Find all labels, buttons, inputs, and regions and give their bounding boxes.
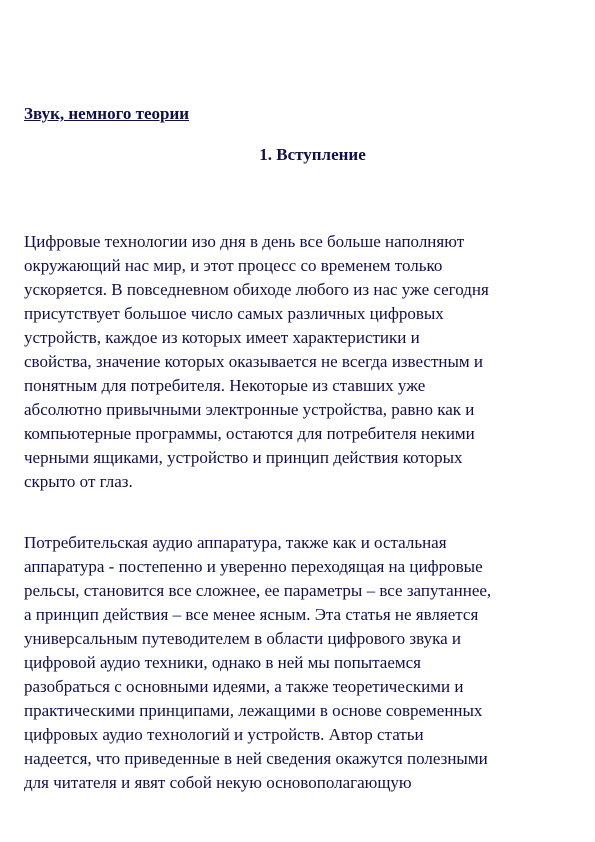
paragraph-line: надеется, что приведенные в ней сведения окажутся полезными — [24, 749, 488, 768]
paragraph-line: Цифровые технологии изо дня в день все больше наполняют — [24, 232, 465, 251]
paragraph-line: а принцип действия – все менее ясным. Эта статья не является — [24, 605, 479, 624]
paragraph-line: практическими принципами, лежащими в основе современных — [24, 701, 483, 720]
paragraph-line: для читателя и явят собой некую основополагающую — [24, 773, 412, 792]
paragraph-line: компьютерные программы, остаются для потребителя некими — [24, 424, 475, 443]
paragraph-line: Потребительская аудио аппаратура, также как и остальная — [24, 533, 447, 552]
paragraph-line: черными ящиками, устройство и принцип действия которых — [24, 448, 463, 467]
document-title: Звук, немного теории — [24, 104, 190, 123]
paragraph-line: скрыто от глаз. — [24, 472, 133, 491]
paragraph-line: присутствует большое число самых различных цифровых — [24, 304, 444, 323]
paragraph-intro — [24, 230, 584, 494]
paragraph-line: цифровых аудио технологий и устройств. Автор статьи — [24, 725, 424, 744]
paragraph-line: ускоряется. В повседневном обиходе любого из нас уже сегодня — [24, 280, 489, 299]
paragraph-line: рельсы, становится все сложнее, ее параметры – все запутаннее, — [24, 581, 492, 600]
paragraph-line: абсолютно привычными электронные устройства, равно как и — [24, 400, 475, 419]
paragraph-line: разобраться с основными идеями, а также теоретическими и — [24, 677, 464, 696]
paragraph-line: окружающий нас мир, и этот процесс со временем только — [24, 256, 443, 275]
paragraph-line: универсальным путеводителем в области цифрового звука и — [24, 629, 461, 648]
paragraph-audio-equipment — [24, 531, 584, 795]
paragraph-line: понятным для потребителя. Некоторые из ставших уже — [24, 376, 426, 395]
paragraph-line: аппаратура - постепенно и уверенно переходящая на цифровые — [24, 557, 483, 576]
paragraph-line: устройств, каждое из которых имеет характеристики и — [24, 328, 420, 347]
section-heading: 1. Вступление — [259, 145, 366, 164]
paragraph-line: свойства, значение которых оказывается не всегда известным и — [24, 352, 484, 371]
paragraph-line: цифровой аудио техники, однако в ней мы попытаемся — [24, 653, 421, 672]
